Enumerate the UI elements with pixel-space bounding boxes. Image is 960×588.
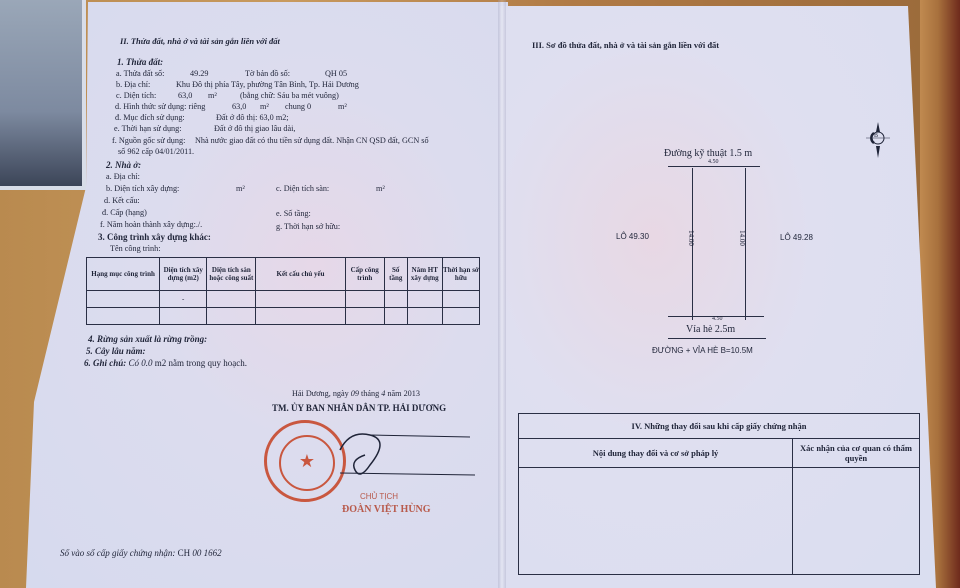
note-area: 0.0 bbox=[141, 358, 153, 368]
col-header-build-area: Diện tích xây dựng (m2) bbox=[160, 258, 207, 291]
usage-shared-label: chung 0 bbox=[285, 102, 312, 111]
signature bbox=[330, 425, 480, 485]
changes-confirmation-cell bbox=[793, 468, 920, 575]
house-completion-year-label: f. Năm hoàn thành xây dựng:./. bbox=[100, 220, 203, 229]
table-cell bbox=[345, 308, 384, 325]
table-cell bbox=[256, 291, 345, 308]
table-cell bbox=[442, 291, 479, 308]
table-cell bbox=[345, 291, 384, 308]
registry-label: Số vào sổ cấp giấy chứng nhận: bbox=[60, 548, 176, 558]
top-boundary-line bbox=[668, 166, 760, 167]
issue-year: 2013 bbox=[403, 389, 420, 398]
street-label: ĐƯỜNG + VỈA HÈ B=10.5M bbox=[652, 346, 753, 355]
booklet-text bbox=[4, 4, 14, 114]
compass-label: B bbox=[874, 133, 879, 139]
table-row bbox=[87, 308, 480, 325]
changes-body-row bbox=[519, 468, 920, 575]
signer-name: ĐOÀN VIỆT HÙNG bbox=[342, 504, 431, 515]
perennial-heading: 5. Cây lâu năm: bbox=[86, 346, 146, 356]
col-header-floors: Số tầng bbox=[384, 258, 407, 291]
registry-line bbox=[60, 548, 222, 558]
table-row bbox=[87, 291, 480, 308]
table-header-row bbox=[87, 258, 480, 291]
origin-value-cont: số 962 cấp 04/01/2011. bbox=[118, 147, 195, 156]
issue-day: 09 bbox=[350, 389, 359, 398]
table-cell: - bbox=[160, 291, 207, 308]
underlying-booklet bbox=[0, 0, 86, 190]
usage-term-label: e. Thời hạn sử dụng: bbox=[114, 124, 182, 133]
col-header-floor-area: Diện tích sàn hoặc công suất bbox=[207, 258, 256, 291]
sidewalk-line bbox=[668, 338, 766, 339]
usage-shared-unit: m² bbox=[338, 102, 347, 111]
changes-content-cell bbox=[519, 468, 793, 575]
table-cell bbox=[87, 308, 160, 325]
address-label: b. Địa chỉ: bbox=[116, 80, 151, 89]
origin-label: f. Nguồn gốc sử dụng: bbox=[112, 136, 186, 145]
house-structure-label: d. Kết cấu: bbox=[104, 196, 140, 205]
house-address-label: a. Địa chỉ: bbox=[106, 172, 140, 181]
table-cell bbox=[442, 308, 479, 325]
signer-title: CHỦ TỊCH bbox=[360, 492, 399, 501]
right-length: 14.00 bbox=[737, 230, 746, 246]
section-ii-title: II. Thửa đất, nhà ở và tài sản gắn liền với đất bbox=[120, 36, 280, 46]
issue-date-line bbox=[292, 389, 420, 398]
registry-number: 00 1662 bbox=[192, 548, 222, 558]
house-build-area-unit: m² bbox=[236, 184, 245, 193]
registry-prefix: CH bbox=[177, 548, 191, 558]
seal-emblem bbox=[279, 435, 335, 491]
address-value: Khu Đô thị phía Tây, phường Tân Bình, Tp. Hải Dương bbox=[176, 80, 359, 89]
house-floor-area-unit: m² bbox=[376, 184, 385, 193]
col-header-year: Năm HT xây dựng bbox=[407, 258, 442, 291]
note-label: 6. Ghi chú: bbox=[84, 358, 127, 368]
table-cell bbox=[207, 291, 256, 308]
changes-table bbox=[518, 413, 920, 575]
area-unit: m² bbox=[208, 91, 217, 100]
changes-header-row bbox=[519, 439, 920, 468]
land-plot-number: 49.29 bbox=[190, 69, 209, 78]
changes-col-content: Nội dung thay đổi và cơ sở pháp lý bbox=[519, 439, 793, 468]
issue-place: Hải Dương, ngày bbox=[292, 389, 349, 398]
section-iii-title: III. Sơ đồ thửa đất, nhà ở và tài sản gắn liền với đất bbox=[532, 40, 720, 50]
forest-heading: 4. Rừng sản xuất là rừng trồng: bbox=[88, 334, 208, 344]
issue-year-label: năm bbox=[387, 389, 402, 398]
issue-month: 4 bbox=[381, 389, 386, 398]
right-neighbor-lot: LÔ 49.28 bbox=[780, 233, 813, 242]
changes-title-row bbox=[519, 414, 920, 439]
origin-value: Nhà nước giao đất có thu tiền sử dụng đất. Nhận CN QSD đất, GCN số bbox=[195, 136, 429, 145]
map-sheet-label: Tờ bản đồ số: bbox=[245, 69, 291, 78]
star-icon: ★ bbox=[298, 451, 316, 471]
table-cell bbox=[407, 308, 442, 325]
sidewalk-label: Vỉa hè 2.5m bbox=[686, 324, 736, 335]
note-line bbox=[84, 358, 247, 368]
top-road-label: Đường kỹ thuật 1.5 m bbox=[664, 148, 753, 159]
house-floors-label: e. Số tầng: bbox=[276, 209, 311, 218]
page-spine bbox=[498, 0, 506, 588]
table-cell bbox=[256, 308, 345, 325]
table-cell bbox=[407, 291, 442, 308]
bottom-width: 4.50 bbox=[712, 316, 723, 322]
usage-private-unit: m² bbox=[260, 102, 269, 111]
left-neighbor-lot: LÔ 49.30 bbox=[616, 232, 649, 241]
usage-private-area: 63,0 bbox=[232, 102, 247, 111]
top-width: 4.50 bbox=[708, 159, 719, 165]
house-ownership-term-label: g. Thời hạn sở hữu: bbox=[276, 222, 341, 231]
note-suffix: m2 nằm trong quy hoạch. bbox=[154, 358, 248, 368]
north-compass-icon bbox=[866, 120, 890, 160]
usage-purpose-label: đ. Mục đích sử dụng: bbox=[115, 113, 185, 122]
table-cell bbox=[160, 308, 207, 325]
issuing-authority: TM. ỦY BAN NHÂN DÂN TP. HẢI DƯƠNG bbox=[272, 403, 447, 413]
table-cell bbox=[384, 308, 407, 325]
map-sheet-number: QH 05 bbox=[325, 69, 348, 78]
land-heading: 1. Thửa đất: bbox=[117, 57, 164, 67]
col-header-structure: Kết cấu chủ yếu bbox=[256, 258, 345, 291]
house-heading: 2. Nhà ở: bbox=[106, 160, 142, 170]
changes-col-confirmation: Xác nhận của cơ quan có thẩm quyền bbox=[793, 439, 920, 468]
usage-purpose-value: Đất ở đô thị: 63,0 m2; bbox=[216, 113, 289, 122]
usage-form-label: d. Hình thức sử dụng: riêng bbox=[115, 102, 206, 111]
area-value: 63,0 bbox=[178, 91, 193, 100]
house-build-area-label: b. Diện tích xây dựng: bbox=[106, 184, 180, 193]
col-header-grade: Cấp công trình bbox=[345, 258, 384, 291]
table-cell bbox=[87, 291, 160, 308]
area-in-words: (bằng chữ: Sáu ba mét vuông) bbox=[240, 91, 339, 100]
land-plot-number-label: a. Thửa đất số: bbox=[116, 69, 165, 78]
area-label: c. Diện tích: bbox=[116, 91, 157, 100]
usage-term-value: Đất ở đô thị giao lâu dài, bbox=[214, 124, 296, 133]
changes-title: IV. Những thay đổi sau khi cấp giấy chứng nhận bbox=[519, 414, 920, 439]
other-works-name-label: Tên công trình: bbox=[110, 244, 161, 253]
house-grade-label: đ. Cấp (hạng) bbox=[102, 208, 147, 217]
issue-month-label: tháng bbox=[361, 389, 380, 398]
other-works-table bbox=[86, 257, 480, 325]
note-prefix: Có bbox=[128, 358, 140, 368]
col-header-item: Hạng mục công trình bbox=[87, 258, 160, 291]
left-length: 14.00 bbox=[686, 230, 695, 246]
table-cell bbox=[384, 291, 407, 308]
house-floor-area-label: c. Diện tích sàn: bbox=[276, 184, 330, 193]
col-header-term: Thời hạn sở hữu bbox=[442, 258, 479, 291]
table-cell bbox=[207, 308, 256, 325]
other-works-heading: 3. Công trình xây dựng khác: bbox=[98, 232, 211, 242]
